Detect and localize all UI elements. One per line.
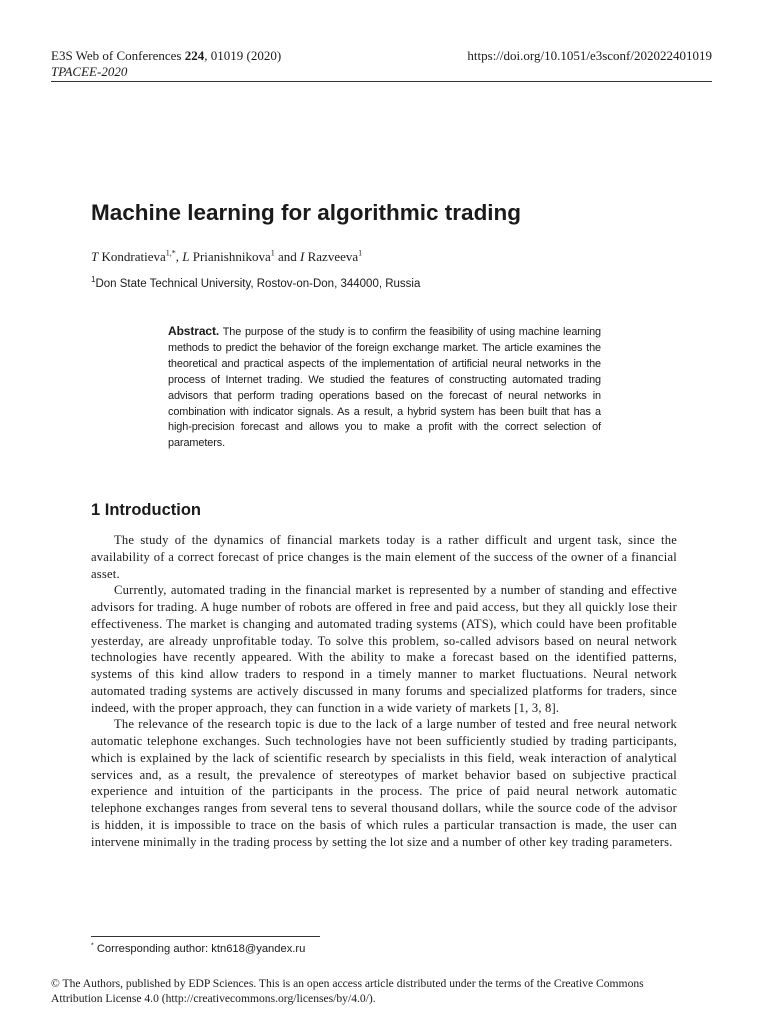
footnote-mark: * bbox=[91, 942, 94, 950]
paragraph-3: The relevance of the research topic is due to the lack of a large number of tested and free neural network automatic telephone exchanges. Such technologies have not been sufficiently studied by trading participants, which is explained by the lack of scientific research by specialists in this field, weak interaction of analytical services and, as a result, the prevalence of stereotypes of market behavior based on subjective practical experience and intuition of the participants in the process. The price of paid neural network automatic telephone exchanges ranges from several tens to several thousand dollars, while the source code of the advisor is hidden, it is impossible to trace on the basis of which rules a particular transaction is made, the user can intervene minimally in the trading process by setting the lot size and a number of other key trading parameters. bbox=[91, 717, 677, 849]
author-and: and bbox=[274, 249, 301, 264]
author-3-surname: Razveeva bbox=[307, 249, 359, 264]
paragraph-2: Currently, automated trading in the financial market is represented by a number of standing and effective advisors for trading. A huge number of robots are offered in free and paid access, but they all quickly lose their effectiveness. The market is changing and automated trading systems (ATS), which could have been profitable yesterday, are already unprofitable today. To solve this problem, so-called advisors based on neural network technologies have recently appeared. With the ability to make a forecast based on the identified patterns, systems of this kind allow traders to respond in a timely manner to market fluctuations. Neural network automated trading systems are actively discussed in many forums and specialized platforms for traders, since indeed, with the proper approach, they can function in a wide variety of markets [1, 3, 8]. bbox=[91, 583, 677, 715]
footnote bbox=[91, 942, 305, 956]
article-number-year: , 01019 (2020) bbox=[204, 48, 282, 63]
abstract-label: Abstract. bbox=[168, 324, 220, 338]
footnote-text: Corresponding author: ktn618@yandex.ru bbox=[93, 943, 306, 955]
author-separator: , bbox=[175, 249, 183, 264]
affiliation-text: Don State Technical University, Rostov-on-Don, 344000, Russia bbox=[95, 278, 421, 290]
header-divider bbox=[51, 81, 712, 82]
running-header-citation bbox=[51, 48, 281, 63]
author-list bbox=[91, 249, 362, 265]
author-3-initial: I bbox=[300, 249, 305, 264]
paper-title: Machine learning for algorithmic trading bbox=[91, 200, 522, 225]
section-heading: 1 Introduction bbox=[91, 501, 201, 519]
section-body bbox=[91, 532, 677, 850]
affiliation-mark: 1 bbox=[91, 275, 96, 285]
paragraph-1: The study of the dynamics of financial markets today is a rather difficult and urgent task, since the availability of a correct forecast of price changes is the main element of the success of the owner of a financial asset. bbox=[91, 533, 677, 581]
author-2-surname: Prianishnikova bbox=[192, 249, 271, 264]
journal-name: E3S Web of Conferences bbox=[51, 48, 182, 63]
abstract-text: The purpose of the study is to confirm the feasibility of using machine learning methods to predict the behavior of the foreign exchange market. The article examines the theoretical and practical aspects of the implementation of artificial neural networks in the process of Internet trading. We studied the features of constructing automated trading advisors that perform trading operations based on the forecast of neural networks in combination with indicator signals. As a result, a hybrid system has been built that has a high-precision forecast and allows you to make a profit with the correct selection of parameters. bbox=[168, 326, 601, 450]
conference-name: TPACEE-2020 bbox=[51, 64, 128, 79]
license-line-1: © The Authors, published by EDP Sciences. This is an open access article distributed under the terms of the Creative Commons bbox=[51, 977, 644, 990]
author-3-affiliation-mark: 1 bbox=[358, 248, 363, 258]
author-1-affiliation-mark: 1,* bbox=[165, 248, 176, 258]
license-line-2: Attribution License 4.0 (http://creativecommons.org/licenses/by/4.0/). bbox=[51, 992, 376, 1005]
author-1-initial: T bbox=[91, 249, 99, 264]
author-2-affiliation-mark: 1 bbox=[270, 248, 275, 258]
doi-link[interactable]: https://doi.org/10.1051/e3sconf/202022401019 bbox=[467, 48, 712, 63]
journal-volume: 224 bbox=[184, 48, 205, 63]
author-2-initial: L bbox=[182, 249, 190, 264]
abstract bbox=[168, 324, 601, 452]
affiliation bbox=[91, 277, 420, 292]
license-notice bbox=[51, 976, 716, 1006]
author-1-surname: Kondratieva bbox=[101, 249, 166, 264]
footnote-divider bbox=[91, 936, 320, 937]
